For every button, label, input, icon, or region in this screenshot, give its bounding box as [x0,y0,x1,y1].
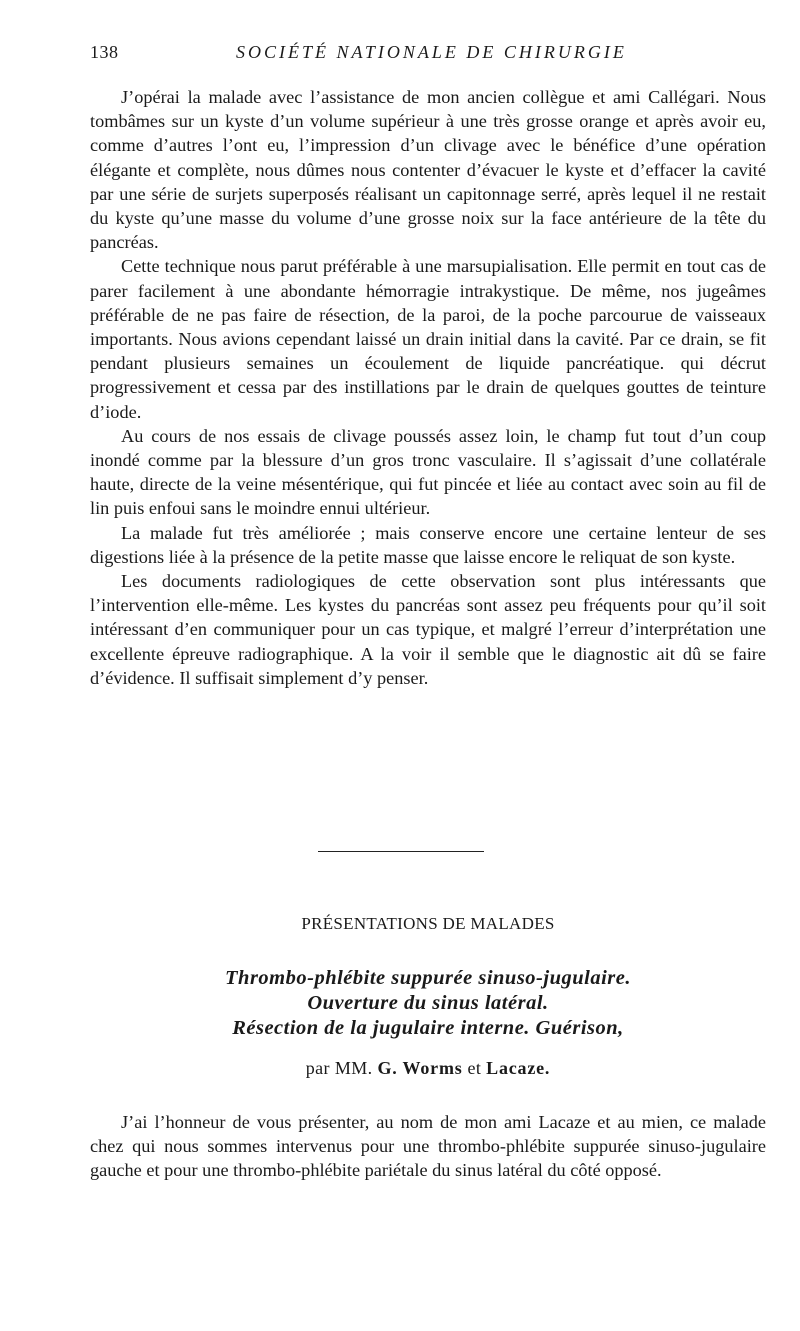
paragraph-3: Au cours de nos essais de clivage poussés assez loin, le champ fut tout d’un coup inondé comme par la blessure d’un gros tronc vasculaire. Il s’agissait d’une collatérale haute, directe de la veine mésentérique, qui fut pincée et liée au contact avec soin au fil de lin puis enfoui sans le moindre ennui ultérieur. [90,425,766,519]
journal-title: SOCIÉTÉ NATIONALE DE CHIRURGIE [236,42,627,62]
byline-conjunction: et [467,1058,482,1078]
running-head [90,42,766,66]
paragraph-5: Les documents radiologiques de cette observation sont plus intéressants que l’intervention elle-même. Les kystes du pancréas sont assez peu fréquents pour qu’il soit intéressant d’en communiquer pour un cas typique, et malgré l’erreur d’interprétation une excellente épreuve radiographique. A la voir il semble que le diagnostic ait dû se faire d’évidence. Il suffisait simplement d’y penser. [90,571,766,688]
article-body [90,1110,766,1183]
article-continuation [90,85,766,690]
byline [90,1058,766,1079]
author-name: G. Worms [377,1058,463,1078]
author-name: Lacaze. [486,1058,551,1078]
byline-prefix: par MM. [305,1058,373,1078]
section-divider [318,851,484,852]
paragraph-2: Cette technique nous parut préférable à une marsupialisation. Elle permit en tout cas de parer facilement à une abondante hémorragie intrakystique. De même, nos jugeâmes préférable de ne pas faire de résection, de la paroi, de la poche parcourue de vaisseaux importants. Nous avions cependant laissé un drain initial dans la cavité. Par ce drain, se fit pendant plusieurs semaines un écoulement de liquide pancréatique. qui décrut progressivement et cessa par des instillations par le drain de quelques gouttes de teinture d’iode. [90,256,766,422]
page-number: 138 [90,42,119,62]
paragraph-4: La malade fut très améliorée ; mais conserve encore une certaine lenteur de ses digestions liée à la présence de la petite masse que laisse encore le reliquat de son kyste. [90,522,766,567]
section-heading: PRÉSENTATIONS DE MALADES [301,914,555,933]
article-paragraph-1: J’ai l’honneur de vous présenter, au nom de mon ami Lacaze et au mien, ce malade chez qui nous sommes intervenus pour une thrombo-phlébite suppurée sinuso-jugulaire gauche et pour une thrombo-phlébite pariétale du sinus latéral du côté opposé. [90,1112,766,1181]
article-title-line-3: Résection de la jugulaire interne. Guérison, [232,1017,624,1039]
paragraph-1: J’opérai la malade avec l’assistance de mon ancien collègue et ami Callégari. Nous tombâmes sur un kyste d’un volume supérieur à une très grosse orange et après avoir eu, comme d’autres l’ont eu, l’impression d’un clivage avec le bénéfice d’une opération élégante et complète, nous dûmes nous contenter d’évacuer le kyste et d’effacer la cavité par une série de surjets superposés réalisant un capitonnage serré, après lequel il ne restait du kyste qu’une masse du volume d’une grosse noix sur la face antérieure de la tête du pancréas. [90,87,766,253]
article-title [90,966,766,1041]
article-title-line-2: Ouverture du sinus latéral. [307,992,549,1014]
article-title-line-1: Thrombo-phlébite suppurée sinuso-jugulaire. [225,967,631,989]
